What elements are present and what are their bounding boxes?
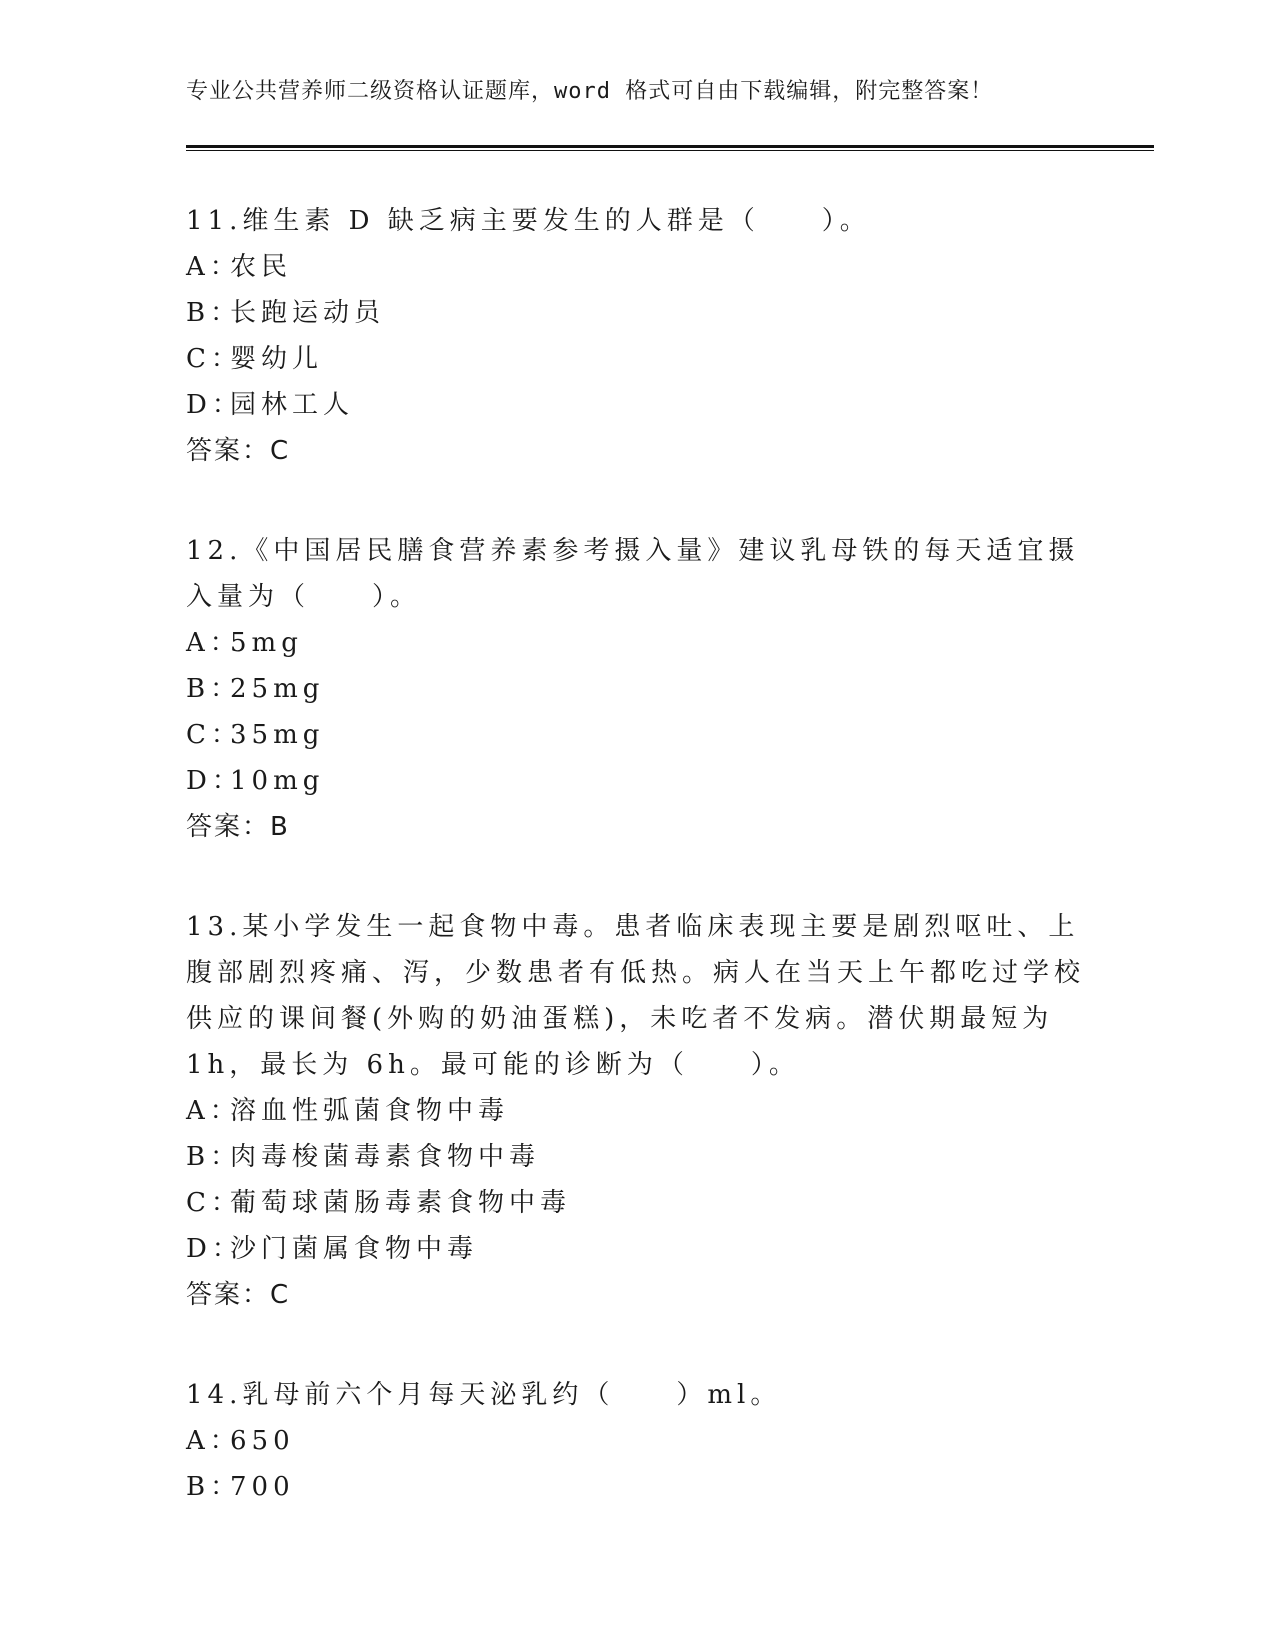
option-text: 10mg <box>230 766 325 796</box>
option-text: 婴幼儿 <box>230 344 324 374</box>
option-b <box>186 666 1086 712</box>
option-b <box>186 290 1086 336</box>
question-13 <box>186 904 1086 1318</box>
option-letter: C： <box>186 1188 242 1218</box>
answer-line: 答案：C <box>186 1280 291 1310</box>
question-stem: 14.乳母前六个月每天泌乳约（ ）ml。 <box>186 1380 782 1410</box>
question-stem: 12.《中国居民膳食营养素参考摄入量》建议乳母铁的每天适宜摄入量为（ ）。 <box>186 536 1080 612</box>
option-text: 园林工人 <box>230 390 355 420</box>
option-b <box>186 1134 1086 1180</box>
option-b <box>186 1464 1086 1510</box>
option-letter: C： <box>186 344 242 374</box>
question-12 <box>186 528 1086 850</box>
option-text: 农民 <box>230 252 293 282</box>
option-letter: B： <box>186 674 242 704</box>
answer-line: 答案：C <box>186 436 291 466</box>
answer-line: 答案：B <box>186 812 290 842</box>
option-letter: A： <box>186 1096 241 1126</box>
option-letter: B： <box>186 298 242 328</box>
option-c <box>186 712 1086 758</box>
question-stem: 13.某小学发生一起食物中毒。患者临床表现主要是剧烈呕吐、上腹部剧烈疼痛、泻，少数患者有低热。病人在当天上午都吃过学校供应的课间餐(外购的奶油蛋糕)，未吃者不发病。潜伏期最短为 1h，最长为 6h。最可能的诊断为（ ）。 <box>186 912 1086 1080</box>
option-text: 35mg <box>230 720 325 750</box>
option-a <box>186 1088 1086 1134</box>
header-divider-thick <box>186 145 1154 148</box>
option-letter: C： <box>186 720 242 750</box>
option-text: 700 <box>230 1472 295 1502</box>
option-letter: A： <box>186 628 241 658</box>
option-letter: B： <box>186 1472 242 1502</box>
page-header: 专业公共营养师二级资格认证题库，word 格式可自由下载编辑，附完整答案！ <box>186 79 994 104</box>
question-list <box>186 198 1086 1510</box>
option-text: 葡萄球菌肠毒素食物中毒 <box>230 1188 572 1218</box>
option-letter: A： <box>186 1426 241 1456</box>
option-text: 溶血性弧菌食物中毒 <box>230 1096 510 1126</box>
option-letter: B： <box>186 1142 242 1172</box>
option-text: 25mg <box>230 674 325 704</box>
option-text: 肉毒梭菌毒素食物中毒 <box>230 1142 541 1172</box>
question-11 <box>186 198 1086 474</box>
option-d <box>186 758 1086 804</box>
option-letter: D： <box>186 766 243 796</box>
option-text: 沙门菌属食物中毒 <box>230 1234 479 1264</box>
option-c <box>186 336 1086 382</box>
option-text: 5mg <box>230 628 303 658</box>
option-letter: A： <box>186 252 241 282</box>
option-d <box>186 1226 1086 1272</box>
option-a <box>186 1418 1086 1464</box>
header-divider-thin <box>186 150 1154 151</box>
option-a <box>186 244 1086 290</box>
option-a <box>186 620 1086 666</box>
option-letter: D： <box>186 1234 243 1264</box>
question-stem: 11.维生素 D 缺乏病主要发生的人群是（ ）。 <box>186 206 871 236</box>
option-c <box>186 1180 1086 1226</box>
option-text: 650 <box>230 1426 295 1456</box>
option-text: 长跑运动员 <box>230 298 386 328</box>
question-14 <box>186 1372 1086 1510</box>
option-letter: D： <box>186 390 243 420</box>
option-d <box>186 382 1086 428</box>
